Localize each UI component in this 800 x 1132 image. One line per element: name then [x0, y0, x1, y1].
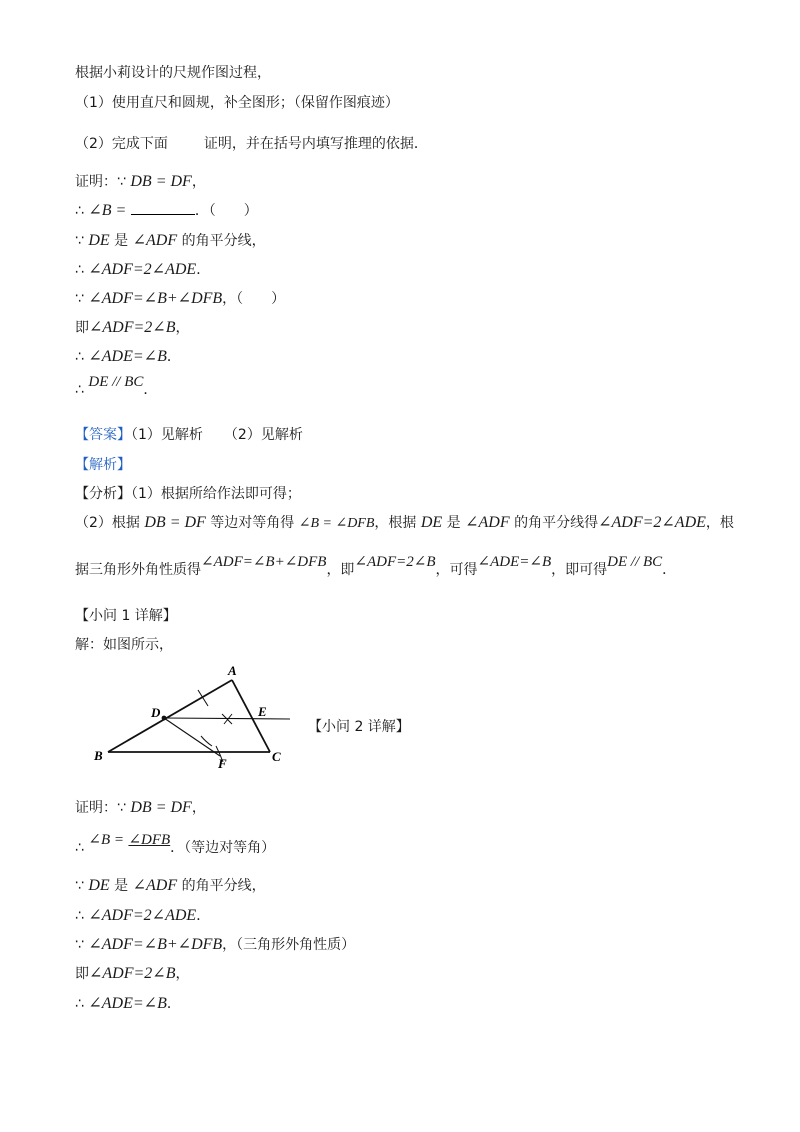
proof-line-6 — [75, 964, 189, 984]
text: ． — [166, 349, 181, 365]
problem-proof-line-7 — [75, 347, 181, 367]
math: ∠ADE=∠B — [477, 554, 552, 570]
math: ∠ADF=2∠ADE — [598, 514, 706, 531]
text: 是 — [114, 233, 129, 249]
symbol: ∵ — [75, 878, 84, 894]
text: 等边对等角得 — [210, 515, 295, 531]
answer-tag: 【答案】 — [75, 427, 131, 443]
analysis-paragraph-line-2 — [75, 554, 677, 580]
math: ∠ADF — [132, 877, 178, 894]
text: ．（等边对等角） — [170, 840, 276, 856]
question-2-part-b: 证明，并在括号内填写推理的依据． — [203, 136, 428, 152]
math: DE — [420, 514, 443, 531]
problem-proof-line-2 — [75, 201, 258, 221]
symbol: ∵ — [75, 233, 84, 249]
proof-line-1 — [75, 798, 206, 818]
point-d — [162, 716, 167, 721]
triangle-construction-figure — [90, 662, 300, 774]
math: ∠ADF=∠B+∠DFB — [88, 290, 223, 307]
math: DB = DF — [144, 514, 206, 531]
detail-1-text: 解：如图所示， — [75, 637, 173, 653]
symbol: ∴ — [75, 996, 84, 1012]
proof-line-5 — [75, 935, 355, 955]
text: ． — [196, 908, 211, 924]
label-f: F — [218, 756, 227, 771]
text: ，根 — [705, 515, 734, 531]
text: 证明：∵ — [75, 174, 126, 190]
analysis-fenxi: 【分析】（1）根据所给作法即可得； — [75, 486, 301, 502]
text: ，即 — [326, 562, 355, 578]
side-ab — [108, 680, 232, 752]
answer-line — [75, 425, 303, 445]
question-2-part-a: （2）完成下面 — [75, 136, 168, 152]
text: ．（ ） — [194, 203, 258, 219]
problem-proof-line-1 — [75, 172, 206, 192]
analysis-paragraph-line-1 — [75, 513, 734, 534]
label-b: B — [94, 748, 103, 763]
segment-df — [164, 718, 220, 756]
text: 的角平分线， — [181, 878, 266, 894]
symbol: ∴ — [75, 908, 84, 924]
math: DE // BC — [607, 554, 663, 570]
problem-question-1: （1）使用直尺和圆规，补全图形；（保留作图痕迹） — [75, 95, 399, 111]
proof-line-2 — [75, 832, 276, 858]
symbol: ∴ — [75, 840, 84, 856]
text: 即 — [75, 320, 89, 336]
text: ． — [196, 262, 211, 278]
text: ，（三角形外角性质） — [222, 937, 356, 953]
text: （2）根据 — [75, 515, 140, 531]
text: 即 — [75, 966, 89, 982]
text: 据三角形外角性质得 — [75, 562, 201, 578]
label-d: D — [151, 705, 161, 720]
text: 是 — [114, 878, 129, 894]
text: ． — [662, 562, 677, 578]
proof-line-4 — [75, 906, 210, 926]
filled-answer: ∠DFB — [128, 832, 171, 848]
symbol: ∴ — [75, 203, 84, 219]
math: ∠ADE=∠B — [88, 995, 167, 1012]
proof-line-7 — [75, 994, 181, 1014]
math: ∠ADF=∠B+∠DFB — [201, 554, 327, 570]
detail-2-title: 【小问 2 详解】 — [308, 719, 410, 735]
math: ∠ADF=2∠ADE — [88, 907, 197, 924]
label-a: A — [228, 663, 237, 678]
math: DE — [88, 877, 110, 894]
math: DB = DF — [130, 799, 192, 816]
text: ． — [166, 996, 181, 1012]
text: ，（ ） — [222, 291, 286, 307]
text: ， — [191, 174, 206, 190]
text: ， — [191, 800, 206, 816]
math: ∠ADF=2∠B — [89, 319, 176, 336]
problem-intro: 根据小莉设计的尺规作图过程， — [75, 65, 271, 81]
math: ∠B = ∠DFB — [298, 516, 375, 531]
text: ，即可得 — [551, 562, 608, 578]
math: ∠B = — [88, 202, 127, 219]
detail-1-title: 【小问 1 详解】 — [75, 608, 177, 624]
symbol: ∵ — [75, 291, 84, 307]
text: ． — [143, 382, 158, 398]
text: 是 — [446, 515, 461, 531]
math: ∠B = — [88, 832, 124, 848]
math: ∠ADF — [132, 232, 178, 249]
symbol: ∴ — [75, 382, 84, 398]
problem-proof-line-4 — [75, 260, 210, 280]
math: ∠ADF=2∠B — [354, 554, 436, 570]
text: ，根据 — [374, 515, 417, 531]
math: ∠ADF=∠B+∠DFB — [88, 936, 223, 953]
answer-text: （1）见解析 （2）见解析 — [131, 427, 303, 443]
text: 的角平分线得 — [514, 515, 599, 531]
problem-proof-line-3 — [75, 231, 266, 251]
label-c: C — [272, 749, 281, 764]
problem-proof-line-5 — [75, 289, 285, 309]
math: DE — [88, 232, 110, 249]
problem-question-2 — [75, 134, 428, 154]
text: ，可得 — [435, 562, 478, 578]
math: DE // BC — [88, 374, 144, 390]
math: ∠ADF=2∠B — [89, 965, 176, 982]
proof-line-3 — [75, 876, 266, 896]
math: ∠ADF=2∠ADE — [88, 261, 197, 278]
answer-blank[interactable] — [131, 214, 195, 215]
symbol: ∵ — [75, 937, 84, 953]
math: ∠ADE=∠B — [88, 348, 167, 365]
math: DB = DF — [130, 173, 192, 190]
text: ， — [175, 320, 190, 336]
label-e: E — [258, 704, 267, 719]
problem-proof-line-6 — [75, 318, 189, 338]
analysis-tag: 【解析】 — [75, 457, 131, 473]
text: ， — [175, 966, 190, 982]
text: 证明：∵ — [75, 800, 126, 816]
problem-proof-line-8 — [75, 374, 158, 400]
symbol: ∴ — [75, 349, 84, 365]
math: ∠ADF — [465, 514, 510, 531]
symbol: ∴ — [75, 262, 84, 278]
text: 的角平分线， — [181, 233, 266, 249]
